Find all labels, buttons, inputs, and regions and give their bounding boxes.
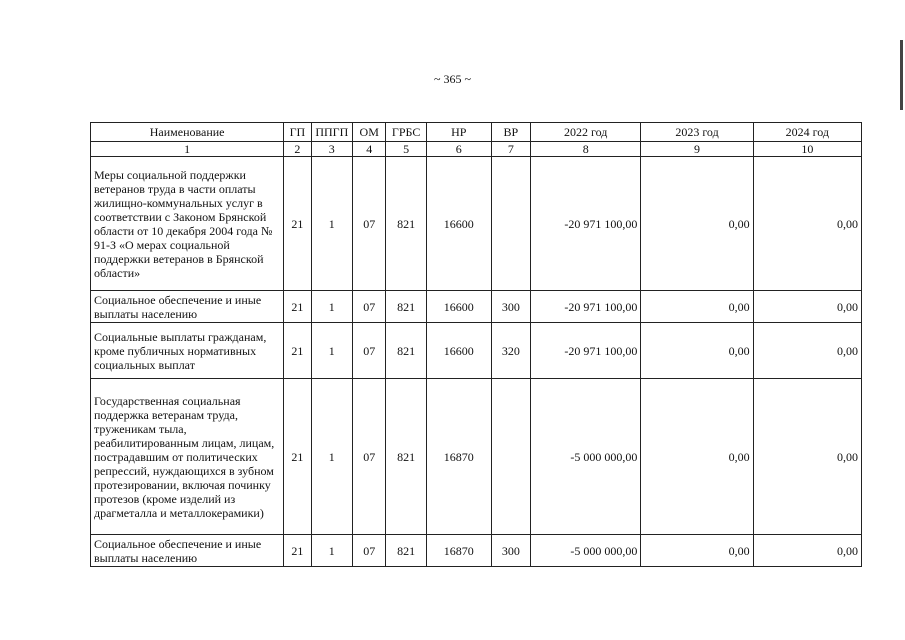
row-om: 07 bbox=[353, 379, 386, 535]
table-row bbox=[91, 379, 862, 535]
row-nr: 16870 bbox=[426, 535, 491, 567]
header-name: Наименование bbox=[91, 123, 284, 142]
column-index: 4 bbox=[353, 142, 386, 157]
column-index: 2 bbox=[284, 142, 311, 157]
row-gp: 21 bbox=[284, 535, 311, 567]
row-name: Меры социальной поддержки ветеранов труда в части оплаты жилищно-коммунальных услуг в соответствии с Законом Брянской области от 10 декабря 2004 года № 91-З «О мерах социальной поддержки ветеранов в Брянской области» bbox=[91, 157, 284, 291]
row-name: Государственная социальная поддержка ветеранам труда, труженикам тыла, реабилитированным лицам, лицам, пострадавшим от политических репрессий, нуждающихся в зубном протезировании, включая починку протезов (кроме изделий из драгметалла и металлокерамики) bbox=[91, 379, 284, 535]
row-ppgp: 1 bbox=[311, 535, 352, 567]
row-2024: 0,00 bbox=[753, 535, 861, 567]
row-nr: 16600 bbox=[426, 291, 491, 323]
page-number: ~ 365 ~ bbox=[434, 72, 471, 86]
header-2023: 2023 год bbox=[641, 123, 753, 142]
row-vr: 300 bbox=[491, 291, 530, 323]
row-2022: -5 000 000,00 bbox=[531, 535, 641, 567]
row-nr: 16870 bbox=[426, 379, 491, 535]
row-om: 07 bbox=[353, 323, 386, 379]
header-vr: ВР bbox=[491, 123, 530, 142]
row-name: Социальные выплаты гражданам, кроме публичных нормативных социальных выплат bbox=[91, 323, 284, 379]
row-ppgp: 1 bbox=[311, 323, 352, 379]
row-ppgp: 1 bbox=[311, 291, 352, 323]
header-row bbox=[91, 123, 862, 142]
table-row bbox=[91, 291, 862, 323]
row-nr: 16600 bbox=[426, 323, 491, 379]
row-2023: 0,00 bbox=[641, 291, 753, 323]
column-index: 6 bbox=[426, 142, 491, 157]
row-nr: 16600 bbox=[426, 157, 491, 291]
row-name: Социальное обеспечение и иные выплаты населению bbox=[91, 291, 284, 323]
header-grbs: ГРБС bbox=[386, 123, 426, 142]
scan-edge-mark bbox=[900, 40, 903, 110]
row-grbs: 821 bbox=[386, 535, 426, 567]
row-gp: 21 bbox=[284, 157, 311, 291]
column-index: 9 bbox=[641, 142, 753, 157]
header-2022: 2022 год bbox=[531, 123, 641, 142]
row-om: 07 bbox=[353, 535, 386, 567]
row-name: Социальное обеспечение и иные выплаты населению bbox=[91, 535, 284, 567]
row-grbs: 821 bbox=[386, 379, 426, 535]
column-index: 10 bbox=[753, 142, 861, 157]
column-index: 3 bbox=[311, 142, 352, 157]
row-2023: 0,00 bbox=[641, 157, 753, 291]
row-2023: 0,00 bbox=[641, 323, 753, 379]
row-om: 07 bbox=[353, 157, 386, 291]
row-vr: 320 bbox=[491, 323, 530, 379]
row-2024: 0,00 bbox=[753, 379, 861, 535]
row-2024: 0,00 bbox=[753, 291, 861, 323]
budget-table bbox=[90, 122, 862, 567]
row-grbs: 821 bbox=[386, 291, 426, 323]
row-2023: 0,00 bbox=[641, 379, 753, 535]
row-2024: 0,00 bbox=[753, 323, 861, 379]
row-vr bbox=[491, 379, 530, 535]
row-gp: 21 bbox=[284, 379, 311, 535]
header-ppgp: ППГП bbox=[311, 123, 352, 142]
row-gp: 21 bbox=[284, 291, 311, 323]
header-gp: ГП bbox=[284, 123, 311, 142]
row-2022: -20 971 100,00 bbox=[531, 323, 641, 379]
row-2022: -20 971 100,00 bbox=[531, 291, 641, 323]
column-index: 1 bbox=[91, 142, 284, 157]
row-grbs: 821 bbox=[386, 323, 426, 379]
row-2023: 0,00 bbox=[641, 535, 753, 567]
row-vr: 300 bbox=[491, 535, 530, 567]
row-vr bbox=[491, 157, 530, 291]
column-index: 5 bbox=[386, 142, 426, 157]
row-2022: -5 000 000,00 bbox=[531, 379, 641, 535]
row-2024: 0,00 bbox=[753, 157, 861, 291]
row-grbs: 821 bbox=[386, 157, 426, 291]
table-row bbox=[91, 535, 862, 567]
header-om: ОМ bbox=[353, 123, 386, 142]
column-index-row bbox=[91, 142, 862, 157]
row-ppgp: 1 bbox=[311, 157, 352, 291]
row-om: 07 bbox=[353, 291, 386, 323]
header-nr: НР bbox=[426, 123, 491, 142]
header-2024: 2024 год bbox=[753, 123, 861, 142]
column-index: 8 bbox=[531, 142, 641, 157]
row-gp: 21 bbox=[284, 323, 311, 379]
row-2022: -20 971 100,00 bbox=[531, 157, 641, 291]
row-ppgp: 1 bbox=[311, 379, 352, 535]
table-row bbox=[91, 157, 862, 291]
table-row bbox=[91, 323, 862, 379]
column-index: 7 bbox=[491, 142, 530, 157]
